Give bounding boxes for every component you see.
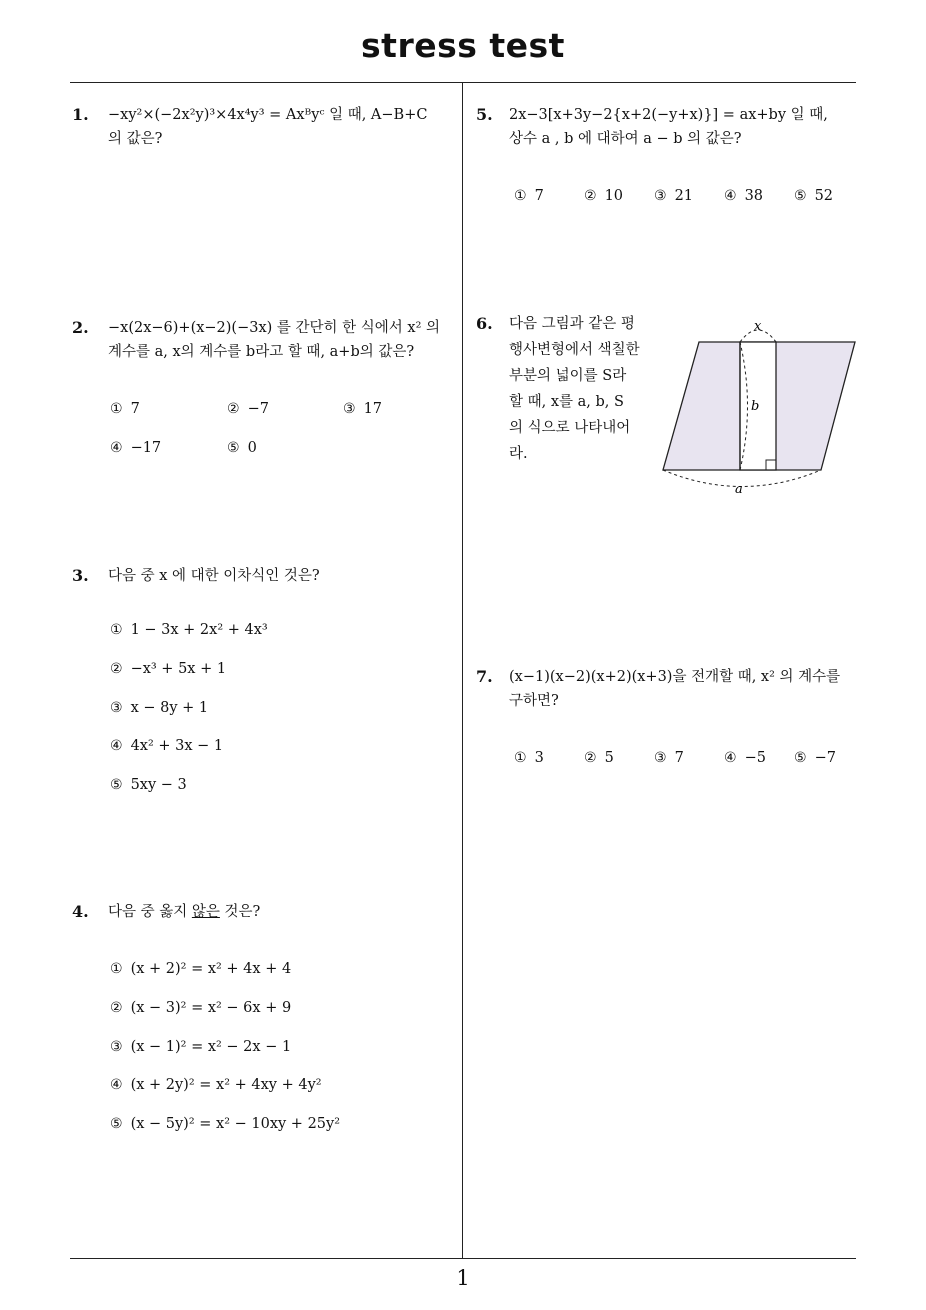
choice-1[interactable] — [110, 622, 268, 638]
circled-one-icon: ① — [110, 961, 123, 977]
problem-text — [108, 900, 260, 924]
problem-number: 3. — [72, 566, 89, 585]
choice-text: 4x² + 3x − 1 — [130, 738, 224, 754]
problem-line: −x(2x−6)+(x−2)(−3x) 를 간단히 한 식에서 x² 의 — [108, 320, 441, 336]
choice-2[interactable] — [584, 750, 614, 766]
choice-5[interactable] — [794, 750, 836, 766]
choice-5[interactable] — [227, 440, 257, 456]
choice-4[interactable] — [110, 440, 161, 456]
problem-number: 7. — [476, 667, 493, 686]
problem-line: 2x−3[x+3y−2{x+2(−y+x)}] = ax+by 일 때, — [509, 107, 828, 123]
problem-text — [509, 665, 840, 713]
circled-one-icon: ① — [110, 401, 123, 417]
choice-4[interactable] — [110, 738, 223, 754]
choice-text: (x − 3)² = x² − 6x + 9 — [130, 1000, 292, 1016]
circled-one-icon: ① — [514, 750, 527, 766]
circled-four-icon: ④ — [110, 440, 123, 456]
choice-text: x − 8y + 1 — [130, 700, 209, 716]
choice-text: 0 — [247, 440, 257, 456]
circled-five-icon: ⑤ — [794, 750, 807, 766]
choice-text: −7 — [814, 750, 836, 766]
choice-5[interactable] — [794, 188, 833, 204]
choice-4[interactable] — [724, 750, 766, 766]
choice-3[interactable] — [343, 401, 382, 417]
problem-line: 다음 중 x 에 대한 이차식인 것은? — [108, 568, 320, 584]
problem-line: 할 때, x를 a, b, S — [509, 394, 624, 410]
problem-line: 의 값은? — [108, 131, 163, 147]
choice-text: 7 — [534, 188, 544, 204]
choice-text: (x + 2y)² = x² + 4xy + 4y² — [130, 1077, 322, 1093]
choice-text: (x + 2)² = x² + 4x + 4 — [130, 961, 292, 977]
choice-text: 5xy − 3 — [130, 777, 187, 793]
choice-text: 10 — [604, 188, 624, 204]
choice-text: 7 — [130, 401, 140, 417]
problem-number: 6. — [476, 314, 493, 333]
circled-three-icon: ③ — [110, 700, 123, 716]
choice-2[interactable] — [110, 1000, 291, 1016]
circled-five-icon: ⑤ — [794, 188, 807, 204]
choice-text: (x − 5y)² = x² − 10xy + 25y² — [130, 1116, 341, 1132]
label-x: x — [754, 319, 762, 334]
choice-text: −7 — [247, 401, 269, 417]
problem-text — [108, 103, 427, 151]
circled-three-icon: ③ — [343, 401, 356, 417]
choice-3[interactable] — [654, 188, 693, 204]
choice-2[interactable] — [110, 661, 226, 677]
choice-text: 38 — [744, 188, 764, 204]
circled-two-icon: ② — [110, 661, 123, 677]
choice-1[interactable] — [514, 188, 544, 204]
choice-text: 3 — [534, 750, 544, 766]
footer-rule — [70, 1258, 856, 1259]
problem-line: 구하면? — [509, 693, 559, 709]
column-divider — [462, 82, 463, 1259]
parallelogram-figure — [655, 315, 865, 500]
page-number: 1 — [456, 1266, 470, 1290]
problem-line: 다음 그림과 같은 평 — [509, 316, 635, 332]
choice-5[interactable] — [110, 777, 187, 793]
choice-3[interactable] — [654, 750, 684, 766]
choice-text: 52 — [814, 188, 834, 204]
circled-four-icon: ④ — [724, 750, 737, 766]
text-segment: 다음 중 옳지 — [108, 904, 192, 920]
label-a: a — [735, 482, 743, 497]
choice-text: 7 — [674, 750, 684, 766]
circled-four-icon: ④ — [724, 188, 737, 204]
circled-three-icon: ③ — [654, 188, 667, 204]
circled-two-icon: ② — [110, 1000, 123, 1016]
problem-line: 부분의 넓이를 S라 — [509, 368, 627, 384]
problem-text — [509, 311, 640, 467]
choice-3[interactable] — [110, 700, 208, 716]
choice-1[interactable] — [110, 961, 291, 977]
text-segment: 것은? — [219, 904, 261, 920]
label-b: b — [751, 399, 760, 414]
choice-4[interactable] — [724, 188, 763, 204]
choice-4[interactable] — [110, 1077, 322, 1093]
circled-four-icon: ④ — [110, 1077, 123, 1093]
choice-1[interactable] — [514, 750, 544, 766]
circled-two-icon: ② — [227, 401, 240, 417]
problem-text — [108, 316, 440, 364]
choice-text: 1 − 3x + 2x² + 4x³ — [130, 622, 268, 638]
problem-number: 2. — [72, 318, 89, 337]
problem-line — [108, 900, 260, 924]
circled-four-icon: ④ — [110, 738, 123, 754]
problem-line: 상수 a , b 에 대하여 a − b 의 값은? — [509, 131, 742, 147]
problem-line: 행사변형에서 색칠한 — [509, 342, 640, 358]
circled-two-icon: ② — [584, 188, 597, 204]
circled-one-icon: ① — [514, 188, 527, 204]
choice-3[interactable] — [110, 1039, 291, 1055]
choice-5[interactable] — [110, 1116, 340, 1132]
problem-text — [108, 564, 320, 588]
problem-number: 5. — [476, 105, 493, 124]
problem-line: 의 식으로 나타내어 — [509, 420, 631, 436]
problem-line: (x−1)(x−2)(x+2)(x+3)을 전개할 때, x² 의 계수를 — [509, 669, 841, 685]
choice-text: (x − 1)² = x² − 2x − 1 — [130, 1039, 292, 1055]
page-title: stress test — [361, 26, 565, 65]
choice-1[interactable] — [110, 401, 140, 417]
choice-text: −x³ + 5x + 1 — [130, 661, 227, 677]
circled-one-icon: ① — [110, 622, 123, 638]
problem-number: 1. — [72, 105, 89, 124]
circled-three-icon: ③ — [654, 750, 667, 766]
choice-2[interactable] — [584, 188, 623, 204]
choice-text: 17 — [363, 401, 383, 417]
choice-text: −17 — [130, 440, 162, 456]
choice-text: 21 — [674, 188, 694, 204]
problem-number: 4. — [72, 902, 89, 921]
problem-line: 라. — [509, 446, 528, 462]
circled-five-icon: ⑤ — [227, 440, 240, 456]
problem-line: −xy²×(−2x²y)³×4x⁴y³ = Axᴮyᶜ 일 때, A−B+C — [108, 107, 428, 123]
problem-line: 계수를 a, x의 계수를 b라고 할 때, a+b의 값은? — [108, 344, 415, 360]
circled-two-icon: ② — [584, 750, 597, 766]
underlined-text: 않은 — [191, 904, 220, 920]
circled-three-icon: ③ — [110, 1039, 123, 1055]
choice-2[interactable] — [227, 401, 269, 417]
choice-text: −5 — [744, 750, 766, 766]
choice-text: 5 — [604, 750, 614, 766]
circled-five-icon: ⑤ — [110, 1116, 123, 1132]
header-rule — [70, 82, 856, 83]
problem-text — [509, 103, 828, 151]
circled-five-icon: ⑤ — [110, 777, 123, 793]
